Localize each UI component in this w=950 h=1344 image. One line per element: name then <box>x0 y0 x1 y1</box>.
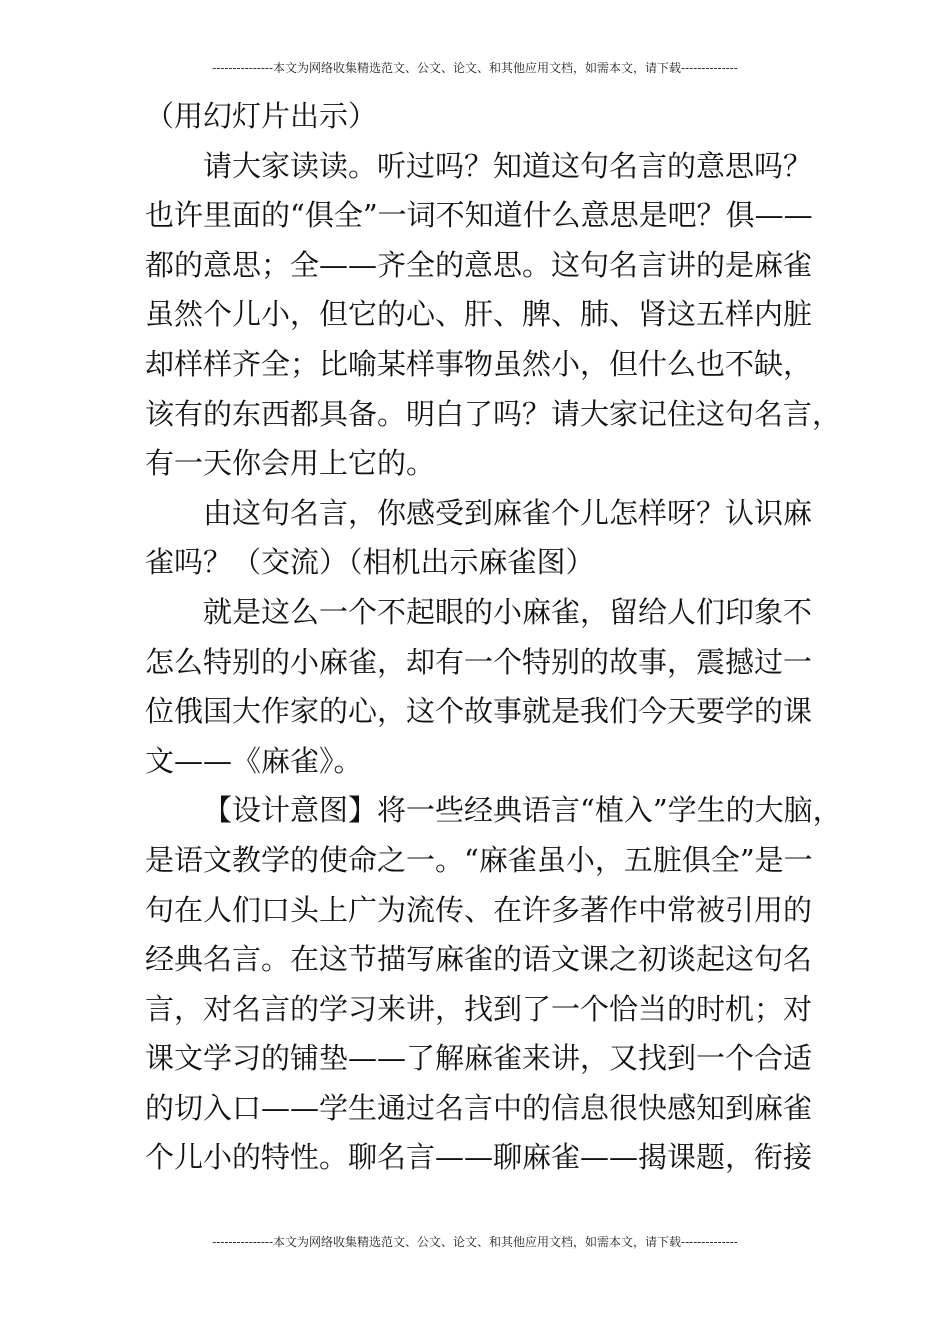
text-line: 课文学习的铺垫——了解麻雀来讲，又找到一个合适 <box>145 1041 813 1076</box>
text-line: （用幻灯片出示） <box>145 99 378 133</box>
text-line: 是语文教学的使命之一。“麻雀虽小，五脏俱全”是一 <box>145 842 813 877</box>
text-line: 请大家读读。听过吗？知道这句名言的意思吗？ <box>203 148 813 183</box>
text-line: 雀吗？（交流）（相机出示麻雀图） <box>145 545 595 580</box>
text-line: 【设计意图】将一些经典语言“植入”学生的大脑， <box>203 793 842 828</box>
text-line: 个儿小的特性。聊名言——聊麻雀——揭课题，衔接 <box>145 1140 813 1175</box>
text-line: 就是这么一个不起眼的小麻雀，留给人们印象不 <box>203 594 813 629</box>
text-line: 经典名言。在这节描写麻雀的语文课之初谈起这句名 <box>145 942 813 977</box>
document-body <box>145 92 842 1183</box>
text-line: 却样样齐全；比喻某样事物虽然小，但什么也不缺， <box>145 346 813 381</box>
page-header: ---------------本文为网络收集精选范文、公文、论文、和其他应用文档，如需本文，请下载-------------- <box>212 61 738 75</box>
text-line: 有一天你会用上它的。 <box>145 446 436 481</box>
text-line: 由这句名言，你感受到麻雀个儿怎样呀？认识麻 <box>203 495 813 530</box>
text-line: 文——《麻雀》。 <box>145 743 363 778</box>
text-line: 句在人们口头上广为流传、在许多著作中常被引用的 <box>145 892 813 927</box>
text-line: 该有的东西都具备。明白了吗？请大家记住这句名言， <box>145 396 842 431</box>
text-line: 虽然个儿小，但它的心、肝、脾、肺、肾这五样内脏 <box>145 297 813 332</box>
text-line: 言，对名言的学习来讲，找到了一个恰当的时机；对 <box>145 991 813 1026</box>
text-line: 怎么特别的小麻雀，却有一个特别的故事，震撼过一 <box>145 644 813 679</box>
text-line: 的切入口——学生通过名言中的信息很快感知到麻雀 <box>145 1090 813 1125</box>
text-line: 都的意思；全——齐全的意思。这句名言讲的是麻雀 <box>145 247 813 282</box>
text-line: 位俄国大作家的心，这个故事就是我们今天要学的课 <box>145 694 813 729</box>
page-footer: ---------------本文为网络收集精选范文、公文、论文、和其他应用文档，如需本文，请下载-------------- <box>212 1235 738 1249</box>
text-line: 也许里面的“俱全”一词不知道什么意思是吧？俱—— <box>145 198 813 233</box>
